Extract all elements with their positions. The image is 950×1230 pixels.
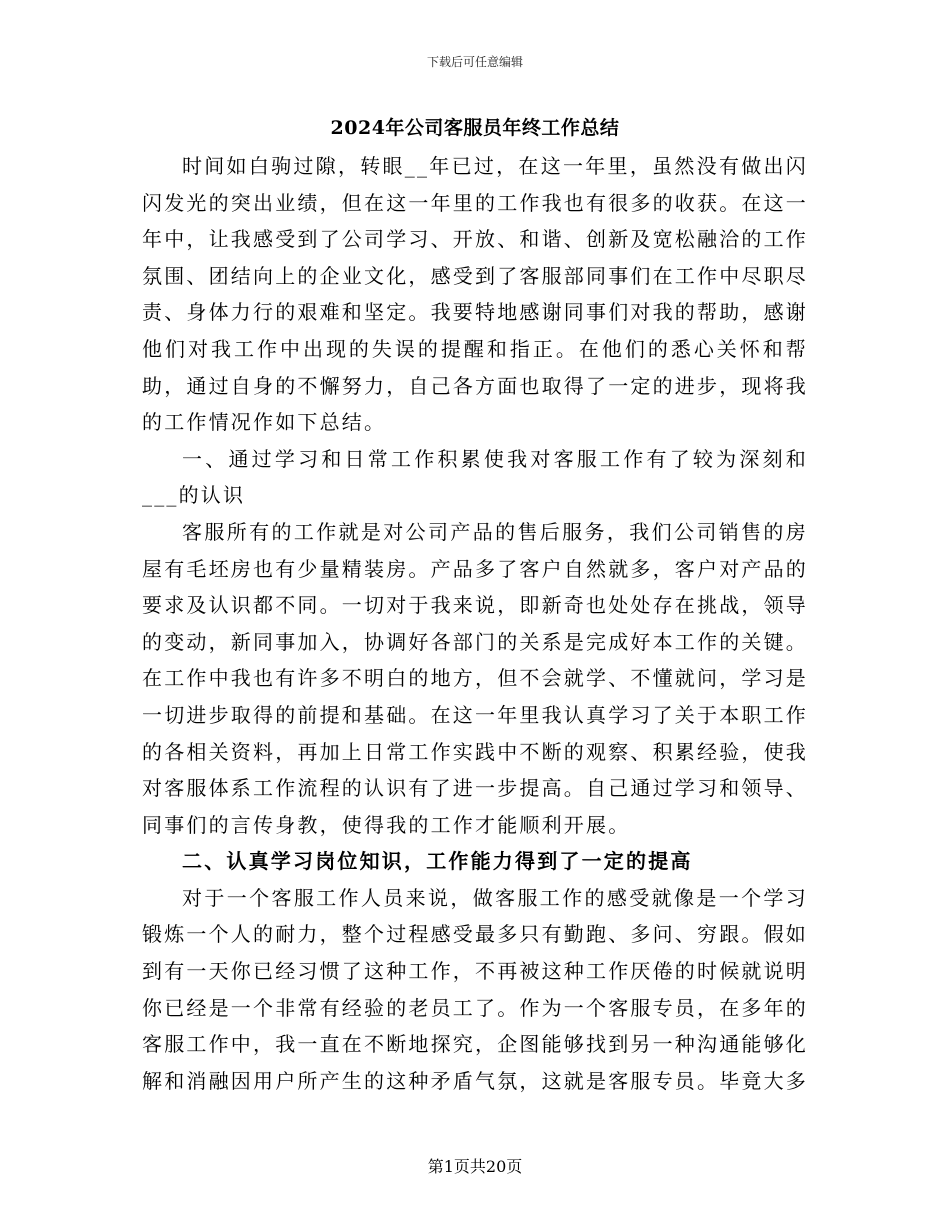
paragraph-section-2: 对于一个客服工作人员来说，做客服工作的感受就像是一个学习锻炼一个人的耐力，整个过程感受最多只有勤跑、多问、穷跟。假如到有一天你已经习惯了这种工作，不再被这种工作厌倦的时候就说明你已经是一个非常有经验的老员工了。作为一个客服专员，在多年的客服工作中，我一直在不断地探究，企图能够找到另一种沟通能够化解和消融因用户所产生的这种矛盾气氛，这就是客服专员。毕竟大多 <box>142 885 808 1093</box>
paragraph-intro: 时间如白驹过隙，转眼__年已过，在这一年里，虽然没有做出闪闪发光的突出业绩，但在这一年里的工作我也有很多的收获。在这一年中，让我感受到了公司学习、开放、和谐、创新及宽松融洽的工作氛围、团结向上的企业文化，感受到了客服部同事们在工作中尽职尽责、身体力行的艰难和坚定。我要特地感谢同事们对我的帮助，感谢他们对我工作中出现的失误的提醒和指正。在他们的悉心关怀和帮助，通过自身的不懈努力，自己各方面也取得了一定的进步，现将我的工作情况作如下总结。 <box>142 154 808 435</box>
header-note: 下载后可任意编辑 <box>426 55 523 69</box>
paragraph-section-1: 客服所有的工作就是对公司产品的售后服务，我们公司销售的房屋有毛坯房也有少量精装房。产品多了客户自然就多，客户对产品的要求及认识都不同。一切对于我来说，即新奇也处处存在挑战，领导的变动，新同事加入，协调好各部门的关系是完成好本工作的关键。在工作中我也有许多不明白的地方，但不会就学、不懂就问，学习是一切进步取得的前提和基础。在这一年里我认真学习了关于本职工作的各相关资料，再加上日常工作实践中不断的观察、积累经验，使我对客服体系工作流程的认识有了进一步提高。自己通过学习和领导、同事们的言传身教，使得我的工作才能顺利开展。 <box>142 519 808 837</box>
section-heading-2: 二、认真学习岗位知识，工作能力得到了一定的提高 <box>182 849 693 874</box>
section-heading-1: 一、通过学习和日常工作积累使我对客服工作有了较为深刻和___的认识 <box>142 446 808 508</box>
page-number-footer: 第1页共20页 <box>427 1157 523 1176</box>
document-body <box>142 148 808 1099</box>
document-title: 2024年公司客服员年终工作总结 <box>330 117 620 139</box>
